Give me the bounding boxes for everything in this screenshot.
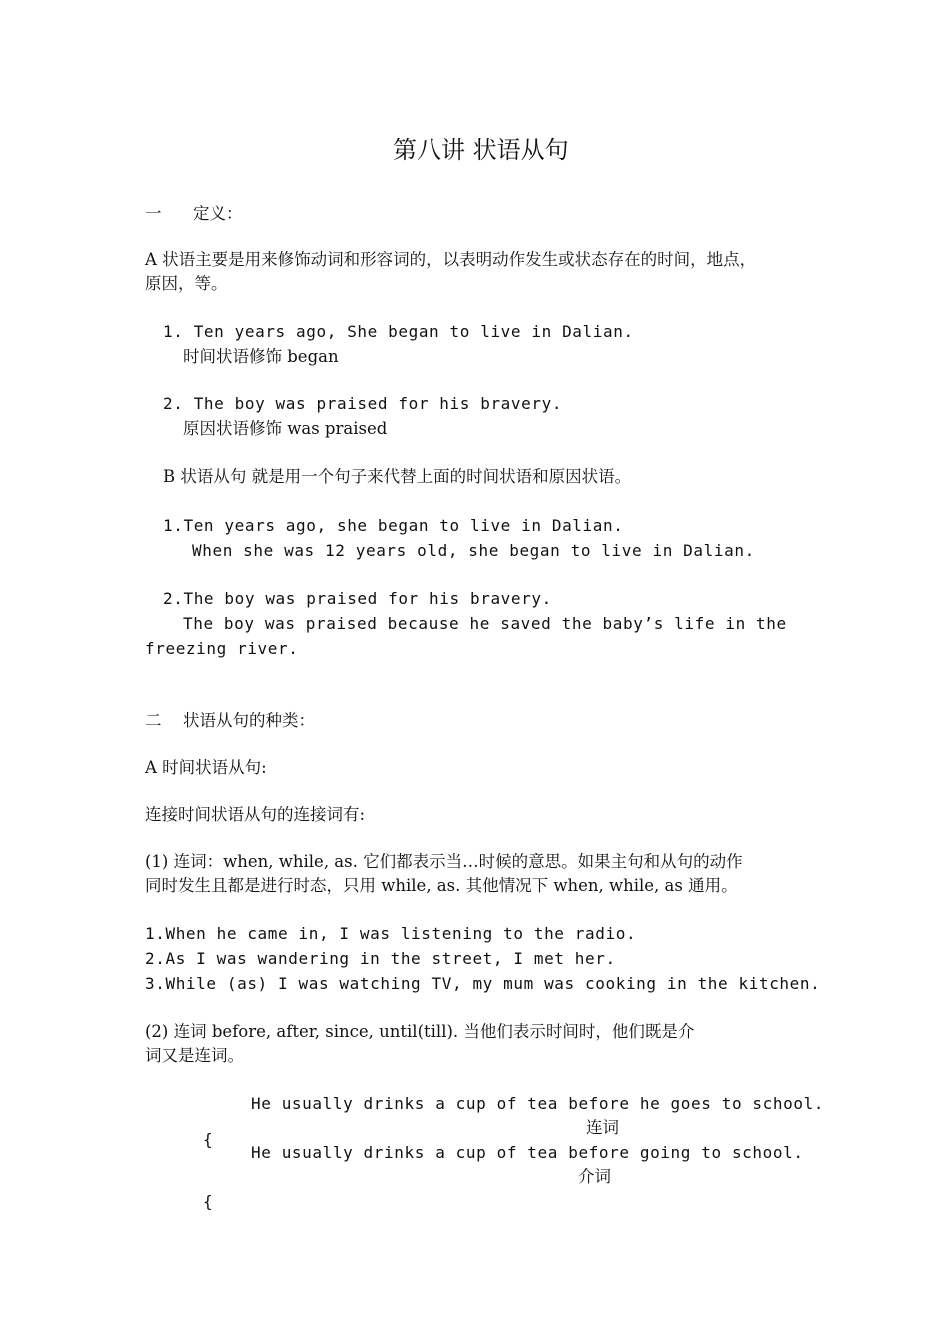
- label-conjunction: 连词: [586, 1118, 619, 1137]
- definition-a-line-1: A 状语主要是用来修饰动词和形容词的，以表明动作发生或状态存在的时间，地点，: [145, 250, 757, 269]
- page-title: 第八讲 状语从句: [393, 136, 569, 164]
- example-4-clause-line-2: freezing river.: [145, 639, 299, 658]
- example-3-clause: When she was 12 years old, she began to live in Dalian.: [192, 541, 755, 560]
- section-1-number: 一: [145, 204, 162, 223]
- point-2-line-2: 词又是连词。: [145, 1046, 244, 1065]
- point-2-line-1: (2) 连词 before, after, since, until(till). 当他们表示时间时，他们既是介: [145, 1022, 695, 1041]
- definition-a-line-2: 原因，等。: [145, 274, 228, 293]
- example-when: 1.When he came in, I was listening to the radio.: [145, 924, 637, 943]
- definition-b: B 状语从句 就是用一个句子来代替上面的时间状语和原因状语。: [163, 467, 632, 486]
- point-1-line-2: 同时发生且都是进行时态，只用 while, as. 其他情况下 when, while, as 通用。: [145, 876, 738, 895]
- example-4-clause-line-1: The boy was praised because he saved the baby’s life in the: [183, 614, 787, 633]
- brace-2: {: [203, 1192, 214, 1211]
- example-1-note: 时间状语修饰 began: [183, 347, 339, 366]
- example-2: 2. The boy was praised for his bravery.: [163, 394, 563, 413]
- connectors-intro: 连接时间状语从句的连接词有:: [145, 805, 366, 824]
- section-1-heading: 定义：: [193, 204, 243, 223]
- example-preposition: He usually drinks a cup of tea before going to school.: [251, 1143, 804, 1162]
- section-2-heading: 状语从句的种类：: [183, 711, 315, 730]
- label-preposition: 介词: [578, 1167, 611, 1186]
- example-3: 1.Ten years ago, she began to live in Dalian.: [163, 516, 624, 535]
- example-4: 2.The boy was praised for his bravery.: [163, 589, 552, 608]
- section-2-number: 二: [145, 711, 162, 730]
- example-2-note: 原因状语修饰 was praised: [183, 419, 388, 438]
- example-while: 3.While (as) I was watching TV, my mum was cooking in the kitchen.: [145, 974, 821, 993]
- subsection-a-heading: A 时间状语从句:: [145, 758, 267, 777]
- brace-1: {: [203, 1130, 214, 1149]
- point-1-line-1: (1) 连词：when, while, as. 它们都表示当…时候的意思。如果主句和从句的动作: [145, 852, 743, 871]
- example-conjunction: He usually drinks a cup of tea before he goes to school.: [251, 1094, 825, 1113]
- example-as: 2.As I was wandering in the street, I met her.: [145, 949, 616, 968]
- example-1: 1. Ten years ago, She began to live in Dalian.: [163, 322, 634, 341]
